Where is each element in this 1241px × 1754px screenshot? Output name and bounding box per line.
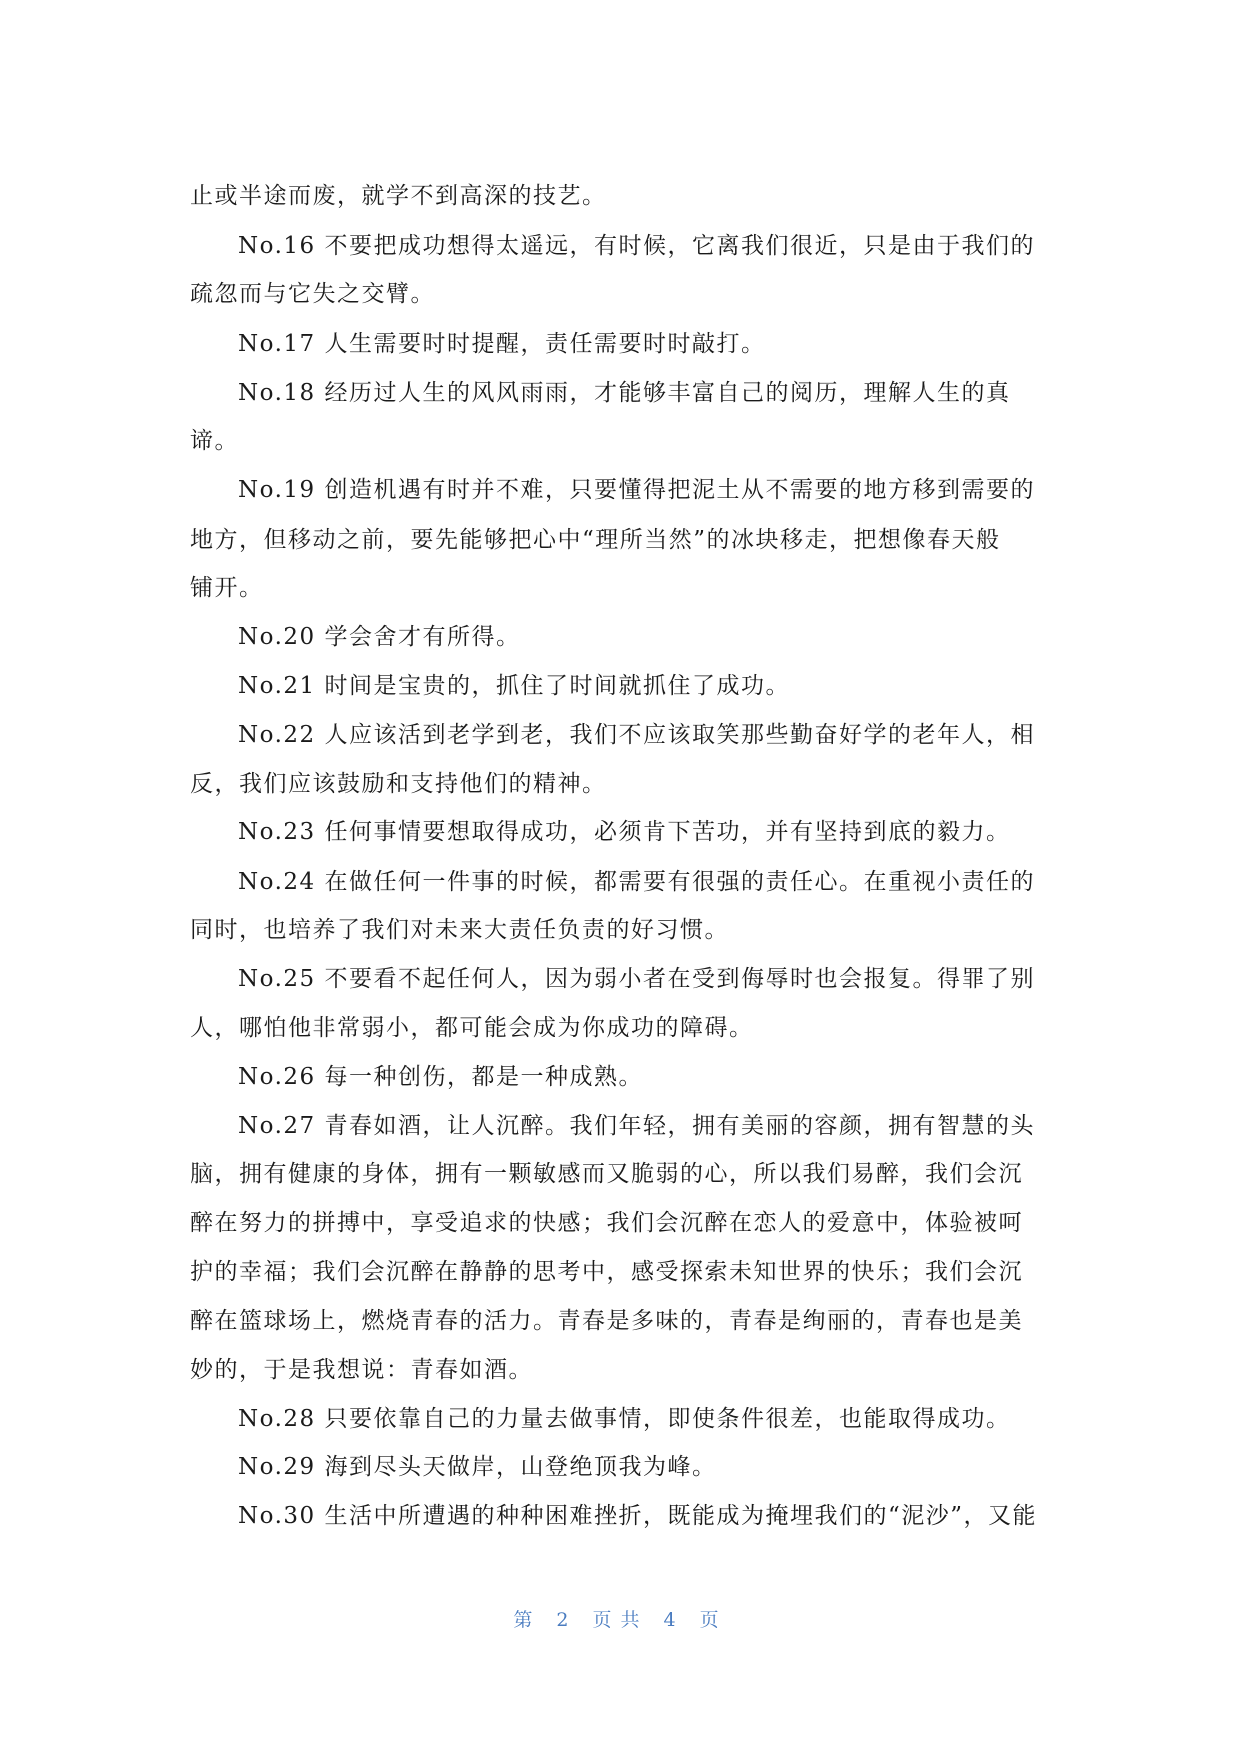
text-line: 人，哪怕他非常弱小，都可能会成为你成功的障碍。 <box>190 1015 754 1041</box>
text-line: 醉在篮球场上，燃烧青春的活力。青春是多味的，青春是绚丽的，青春也是美 <box>190 1308 1023 1334</box>
text-line: No.21 时间是宝贵的，抓住了时间就抓住了成功。 <box>238 673 790 699</box>
text-line: 护的幸福；我们会沉醉在静静的思考中，感受探索未知世界的快乐；我们会沉 <box>190 1259 1023 1285</box>
text-line: 地方，但移动之前，要先能够把心中“理所当然”的冰块移走，把想像春天般 <box>190 527 1001 553</box>
page-footer <box>0 1608 1241 1632</box>
text-line: No.20 学会舍才有所得。 <box>238 624 521 650</box>
text-line: No.27 青春如酒，让人沉醉。我们年轻，拥有美丽的容颜，拥有智慧的头 <box>238 1113 1035 1139</box>
text-line: 同时，也培养了我们对未来大责任负责的好习惯。 <box>190 917 729 943</box>
text-line: 铺开。 <box>190 575 264 601</box>
text-line: No.18 经历过人生的风风雨雨，才能够丰富自己的阅历，理解人生的真 <box>238 380 1011 406</box>
text-line: No.17 人生需要时时提醒，责任需要时时敲打。 <box>238 331 766 357</box>
text-line: No.28 只要依靠自己的力量去做事情，即使条件很差，也能取得成功。 <box>238 1406 1011 1432</box>
text-line: No.29 海到尽头天做岸，山登绝顶我为峰。 <box>238 1454 717 1480</box>
text-line: 谛。 <box>190 428 239 454</box>
text-line: No.22 人应该活到老学到老，我们不应该取笑那些勤奋好学的老年人，相 <box>238 722 1035 748</box>
text-line: No.19 创造机遇有时并不难，只要懂得把泥土从不需要的地方移到需要的 <box>238 477 1035 503</box>
text-line: No.23 任何事情要想取得成功，必须肯下苦功，并有坚持到底的毅力。 <box>238 819 1011 845</box>
text-line: No.16 不要把成功想得太遥远，有时候，它离我们很近，只是由于我们的 <box>238 233 1035 259</box>
page-indicator: 第 2 页共 4 页 <box>513 1609 728 1631</box>
text-line: No.24 在做任何一件事的时候，都需要有很强的责任心。在重视小责任的 <box>238 869 1035 895</box>
text-line: 反，我们应该鼓励和支持他们的精神。 <box>190 771 607 797</box>
text-line: No.25 不要看不起任何人，因为弱小者在受到侮辱时也会报复。得罪了别 <box>238 966 1035 992</box>
text-line: No.30 生活中所遭遇的种种困难挫折，既能成为掩埋我们的“泥沙”，又能 <box>238 1503 1037 1529</box>
text-line: 止或半途而废，就学不到高深的技艺。 <box>190 183 607 209</box>
text-line: 疏忽而与它失之交臂。 <box>190 281 435 307</box>
text-line: 醉在努力的拼搏中，享受追求的快感；我们会沉醉在恋人的爱意中，体验被呵 <box>190 1210 1023 1236</box>
text-line: No.26 每一种创伤，都是一种成熟。 <box>238 1064 643 1090</box>
text-line: 妙的，于是我想说：青春如酒。 <box>190 1357 533 1383</box>
text-line: 脑，拥有健康的身体，拥有一颗敏感而又脆弱的心，所以我们易醉，我们会沉 <box>190 1161 1023 1187</box>
